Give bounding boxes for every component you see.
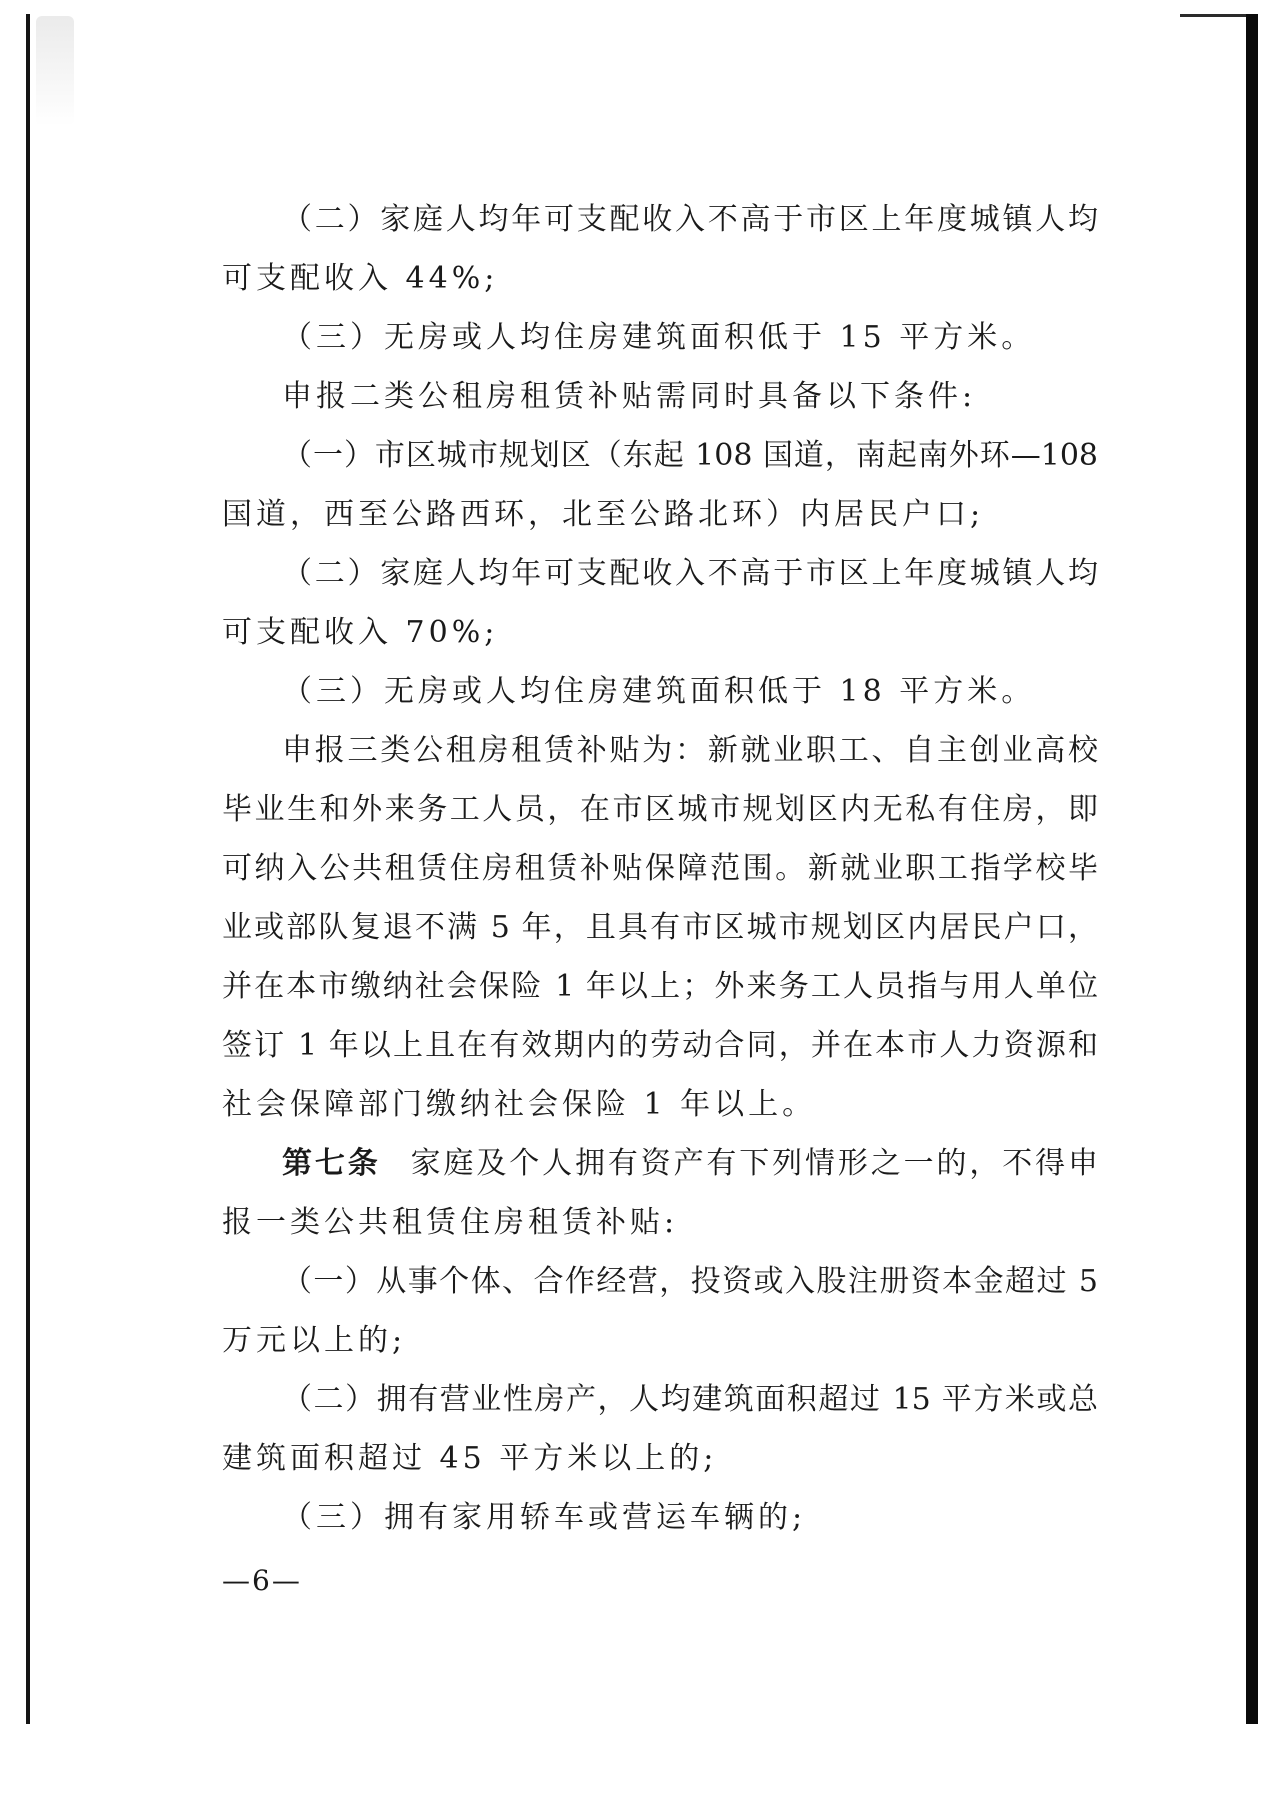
text-line: [222, 780, 1098, 839]
text-line: [222, 308, 1098, 367]
line-text: 签订 1 年以上且在有效期内的劳动合同，并在本市人力资源和: [222, 1028, 1098, 1063]
text-line: [222, 1075, 1098, 1134]
text-line: [222, 957, 1098, 1016]
line-text: 家庭及个人拥有资产有下列情形之一的，不得申: [410, 1146, 1099, 1181]
article-label: 第七条: [282, 1146, 381, 1181]
line-text: 业或部队复退不满 5 年，且具有市区城市规划区内居民户口，: [222, 910, 1098, 945]
scan-border-right: [1246, 14, 1258, 1724]
text-line: [222, 603, 1098, 662]
scan-smudge: [36, 16, 74, 126]
line-text: 可支配收入 70%;: [222, 615, 499, 650]
scan-border-left: [26, 14, 30, 1724]
text-line: [222, 1311, 1098, 1370]
text-line: [222, 190, 1098, 249]
line-text: （三）拥有家用轿车或营运车辆的;: [282, 1500, 807, 1535]
line-text: 申报二类公租房租赁补贴需同时具备以下条件:: [282, 379, 977, 414]
line-text: 万元以上的;: [222, 1323, 407, 1358]
text-line: [222, 249, 1098, 308]
line-text: （三）无房或人均住房建筑面积低于 15 平方米。: [282, 320, 1036, 355]
line-text: （一）市区城市规划区（东起 108 国道，南起南外环—108: [282, 438, 1098, 473]
document-body: [222, 190, 1098, 1547]
text-line: [222, 485, 1098, 544]
line-text: 毕业生和外来务工人员，在市区城市规划区内无私有住房，即: [222, 792, 1098, 827]
line-text: 可支配收入 44%;: [222, 261, 499, 296]
text-line: [222, 1370, 1098, 1429]
text-line: [222, 1193, 1098, 1252]
line-text: 建筑面积超过 45 平方米以上的;: [222, 1441, 718, 1476]
line-text: （二）家庭人均年可支配收入不高于市区上年度城镇人均: [282, 556, 1098, 591]
text-line: [222, 839, 1098, 898]
line-text: （二）家庭人均年可支配收入不高于市区上年度城镇人均: [282, 202, 1098, 237]
text-line: [222, 662, 1098, 721]
text-line: [222, 898, 1098, 957]
text-line: [222, 426, 1098, 485]
text-line: [222, 544, 1098, 603]
text-line: [222, 1016, 1098, 1075]
text-line: [222, 1134, 1098, 1193]
line-text: 并在本市缴纳社会保险 1 年以上；外来务工人员指与用人单位: [222, 969, 1098, 1004]
text-line: [222, 721, 1098, 780]
text-line: [222, 367, 1098, 426]
line-text: 报一类公共租赁住房租赁补贴:: [222, 1205, 679, 1240]
text-line: [222, 1429, 1098, 1488]
text-line: [222, 1488, 1098, 1547]
text-line: [222, 1252, 1098, 1311]
line-text: （三）无房或人均住房建筑面积低于 18 平方米。: [282, 674, 1036, 709]
scan-top-edge: [1180, 14, 1246, 17]
line-text: （二）拥有营业性房产，人均建筑面积超过 15 平方米或总: [282, 1382, 1098, 1417]
line-text: 社会保障部门缴纳社会保险 1 年以上。: [222, 1087, 817, 1122]
line-text: （一）从事个体、合作经营，投资或入股注册资本金超过 5: [282, 1264, 1098, 1299]
line-text: 可纳入公共租赁住房租赁补贴保障范围。新就业职工指学校毕: [222, 851, 1098, 886]
line-text: 申报三类公租房租赁补贴为：新就业职工、自主创业高校: [282, 733, 1098, 768]
line-text: 国道，西至公路西环，北至公路北环）内居民户口;: [222, 497, 985, 532]
page-number: —6—: [222, 1564, 302, 1597]
